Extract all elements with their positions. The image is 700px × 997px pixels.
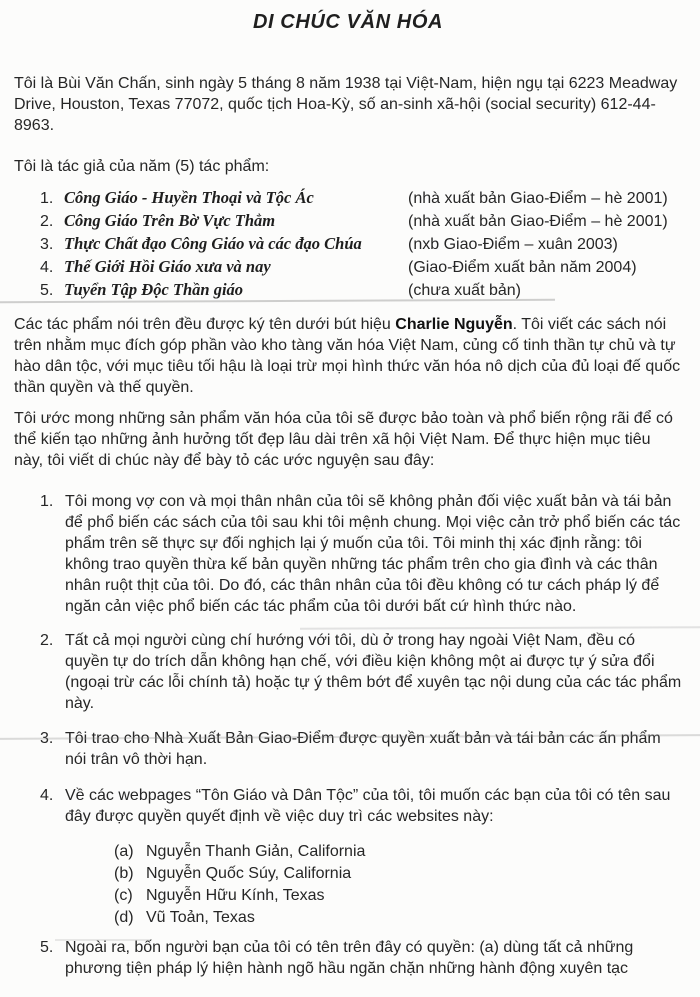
friend-name: Nguyễn Hữu Kính, Texas	[146, 887, 325, 904]
friend-label: (d)	[114, 909, 134, 926]
clause-text: Tất cả mọi người cùng chí hướng với tôi, dù ở trong hay ngoài Việt Nam, đều có quyền tự do trích dẫn không hạn chế, với điều kiện không một ai được tự ý sửa đổi (ngoại trừ các lỗi chính tả) hoặc tự ý thêm bớt để xuyên tạc nội dung của các tác phẩm này.	[65, 632, 682, 712]
friend-item	[114, 885, 682, 907]
work-title: Công Giáo - Huyền Thoại và Tộc Ác	[64, 188, 314, 207]
clause-number: 3.	[40, 730, 54, 747]
clause-number: 1.	[40, 493, 54, 510]
work-publisher: (nhà xuất bản Giao-Điểm – hè 2001)	[408, 213, 668, 230]
clause-item-2	[14, 630, 682, 714]
work-title: Tuyển Tập Độc Thần giáo	[64, 280, 244, 299]
work-number: 3.	[40, 236, 54, 253]
clause-text: Tôi mong vợ con và mọi thân nhân của tôi sẽ không phản đối việc xuất bản và tái bản để phổ biến các sách của tôi sau khi tôi mệnh chung. Mọi việc cản trở phổ biến các tác phẩm trên sẽ thực sự đối nghịch lại ý muốn của tôi. Tôi minh thị xác định rằng: tôi không trao quyền thừa kế bản quyền những tác phẩm trên cho gia đình và các thân nhân ruột thịt của tôi. Do đó, các thân nhân của tôi đều không có tư cách pháp lý để ngăn cản việc phổ biến các tác phẩm của tôi dưới bất cứ hình thức nào.	[65, 493, 681, 615]
friend-item	[114, 907, 682, 929]
friend-name: Vũ Toản, Texas	[146, 909, 255, 926]
work-number: 1.	[40, 190, 54, 207]
work-item	[40, 233, 682, 256]
work-title: Thế Giới Hồi Giáo xưa và nay	[64, 257, 271, 276]
clause-item-1	[14, 491, 682, 617]
clause-text: Về các webpages “Tôn Giáo và Dân Tộc” của tôi, tôi muốn các bạn của tôi có tên sau đây được quyền quyết định về việc duy trì các websites này:	[65, 787, 671, 825]
work-title: Công Giáo Trên Bờ Vực Thẳm	[64, 211, 276, 230]
clause-number: 5.	[40, 939, 54, 956]
work-item	[40, 279, 682, 302]
work-publisher: (Giao-Điểm xuất bản năm 2004)	[408, 259, 637, 276]
clause-text: Ngoài ra, bốn người bạn của tôi có tên trên đây có quyền: (a) dùng tất cả những phương tiện pháp lý hiện hành ngõ hầu ngăn chặn những hành động xuyên tạc	[65, 939, 634, 977]
pen-paragraph-before: Các tác phẩm nói trên đều được ký tên dưới bút hiệu	[14, 316, 396, 333]
works-intro: Tôi là tác giả của năm (5) tác phẩm:	[14, 158, 270, 175]
work-publisher: (nxb Giao-Điểm – xuân 2003)	[408, 236, 618, 253]
work-number: 2.	[40, 213, 54, 230]
friend-name: Nguyễn Thanh Giản, California	[146, 843, 366, 860]
clause-number: 4.	[40, 787, 54, 804]
work-item	[40, 210, 682, 233]
page-title: DI CHÚC VĂN HÓA	[252, 11, 444, 33]
friend-label: (c)	[114, 887, 133, 904]
work-publisher: (chưa xuất bản)	[408, 282, 521, 299]
work-item	[40, 256, 682, 279]
work-publisher: (nhà xuất bản Giao-Điểm – hè 2001)	[408, 190, 668, 207]
pen-name-paragraph	[14, 314, 682, 398]
work-number: 5.	[40, 282, 54, 299]
pen-paragraph-after: . Tôi viết các sách nói trên nhằm mục đích góp phần vào kho tàng văn hóa Việt Nam, củng cố tinh thần tự chủ và tự hào dân tộc, với mục tiêu tối hậu là loại trừ mọi hình thức văn hóa nô dịch của đủ loại đế quốc thần quyền và thế quyền.	[14, 316, 681, 396]
clause-number: 2.	[40, 632, 54, 649]
friend-label: (b)	[114, 865, 134, 882]
clause-item-4	[14, 785, 682, 827]
clause-item-3	[14, 728, 682, 770]
clause-item-5	[14, 937, 682, 979]
works-list	[40, 187, 682, 302]
friend-item	[114, 841, 682, 863]
intro-paragraph: Tôi là Bùi Văn Chấn, sinh ngày 5 tháng 8 năm 1938 tại Việt-Nam, hiện ngụ tại 6223 Meadway Drive, Houston, Texas 77072, quốc tịch Hoa-Kỳ, số an-sinh xã-hội (social security) 612-44-8963.	[14, 75, 678, 134]
friend-name: Nguyễn Quốc Súy, California	[146, 865, 352, 882]
friend-item	[114, 863, 682, 885]
pen-name: Charlie Nguyễn	[395, 316, 513, 333]
work-title: Thực Chất đạo Công Giáo và các đạo Chúa	[64, 234, 362, 253]
wish-paragraph: Tôi ước mong những sản phẩm văn hóa của tôi sẽ được bảo toàn và phổ biến rộng rãi để có thể kiến tạo những ảnh hưởng tốt đẹp lâu dài trên xã hội Việt Nam. Để thực hiện mục tiêu này, tôi viết di chúc này để bày tỏ các ước nguyện sau đây:	[14, 410, 673, 469]
friends-list	[114, 841, 682, 929]
friend-label: (a)	[114, 843, 134, 860]
clause-text: Tôi trao cho Nhà Xuất Bản Giao-Điểm được quyền xuất bản và tái bản các ấn phẩm nói trân vô thời hạn.	[65, 730, 661, 768]
work-number: 4.	[40, 259, 54, 276]
work-item	[40, 187, 682, 210]
